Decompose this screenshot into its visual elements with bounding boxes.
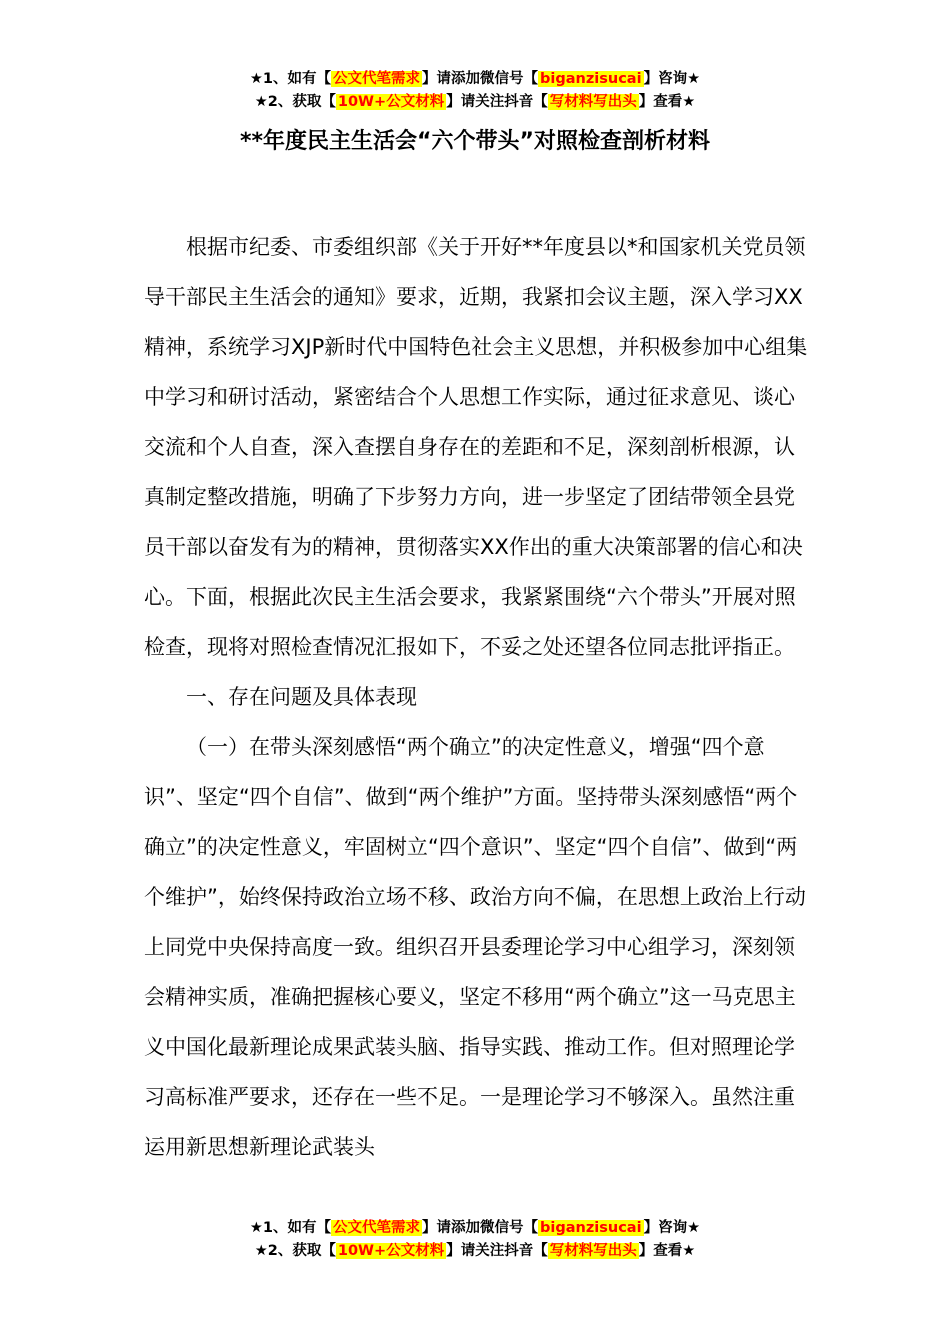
document-body	[144, 222, 808, 1172]
banner-text: 】请添加微信号【	[422, 71, 539, 87]
banner-text: ★1、如有【	[249, 71, 332, 87]
header-banner-line-2	[0, 91, 950, 114]
banner-highlight: 10W+公文材料	[337, 1243, 445, 1259]
banner-text: 】请添加微信号【	[422, 1220, 539, 1236]
footer-banner-line-2	[0, 1240, 950, 1263]
banner-text: 】请关注抖音【	[446, 1243, 548, 1259]
banner-text: ★2、获取【	[254, 94, 336, 110]
document-title: **年度民主生活会“六个带头”对照检查剖析材料	[240, 129, 710, 154]
banner-text: 】查看★	[638, 94, 696, 110]
banner-highlight: 公文代笔需求	[333, 1220, 421, 1236]
banner-text: 】咨询★	[643, 1220, 701, 1236]
banner-highlight: 写材料写出头	[549, 94, 637, 110]
banner-highlight: biganzisucai	[540, 1220, 642, 1236]
banner-highlight: biganzisucai	[540, 71, 642, 87]
section-heading: 一、存在问题及具体表现	[186, 685, 417, 709]
banner-highlight: 10W+公文材料	[337, 94, 445, 110]
header-banner-line-1	[0, 68, 950, 91]
footer-banner	[0, 1217, 950, 1263]
footer-banner-line-1	[0, 1217, 950, 1240]
banner-highlight: 公文代笔需求	[333, 71, 421, 87]
banner-text: ★1、如有【	[249, 1220, 332, 1236]
banner-text: 】查看★	[638, 1243, 696, 1259]
banner-text: 】请关注抖音【	[446, 94, 548, 110]
banner-text: ★2、获取【	[254, 1243, 336, 1259]
intro-paragraph: 根据市纪委、市委组织部《关于开好**年度县以*和国家机关党员领导干部民主生活会的通知》要求，近期，我紧扣会议主题，深入学习XX精神，系统学习XJP新时代中国特色社会主义思想，并积极参加中心组集中学习和研讨活动，紧密结合个人思想工作实际，通过征求意见、谈心交流和个人自查，深入查摆自身存在的差距和不足，深刻剖析根源，认真制定整改措施，明确了下步努力方向，进一步坚定了团结带领全县党员干部以奋发有为的精神，贯彻落实XX作出的重大决策部署的信心和决心。下面，根据此次民主生活会要求，我紧紧围绕“六个带头”开展对照检查，现将对照检查情况汇报如下，不妥之处还望各位同志批评指正。	[144, 235, 808, 659]
subsection-paragraph: （一）在带头深刻感悟“两个确立”的决定性意义，增强“四个意识”、坚定“四个自信”、做到“两个维护”方面。坚持带头深刻感悟“两个确立”的决定性意义，牢固树立“四个意识”、坚定“四个自信”、做到“两个维护”，始终保持政治立场不移、政治方向不偏，在思想上政治上行动上同党中央保持高度一致。组织召开县委理论学习中心组学习，深刻领会精神实质，准确把握核心要义，坚定不移用“两个确立”这一马克思主义中国化最新理论成果武装头脑、指导实践、推动工作。但对照理论学习高标准严要求，还存在一些不足。一是理论学习不够深入。虽然注重运用新思想新理论武装头	[144, 735, 806, 1159]
banner-text: 】咨询★	[643, 71, 701, 87]
banner-highlight: 写材料写出头	[549, 1243, 637, 1259]
header-banner	[0, 68, 950, 114]
